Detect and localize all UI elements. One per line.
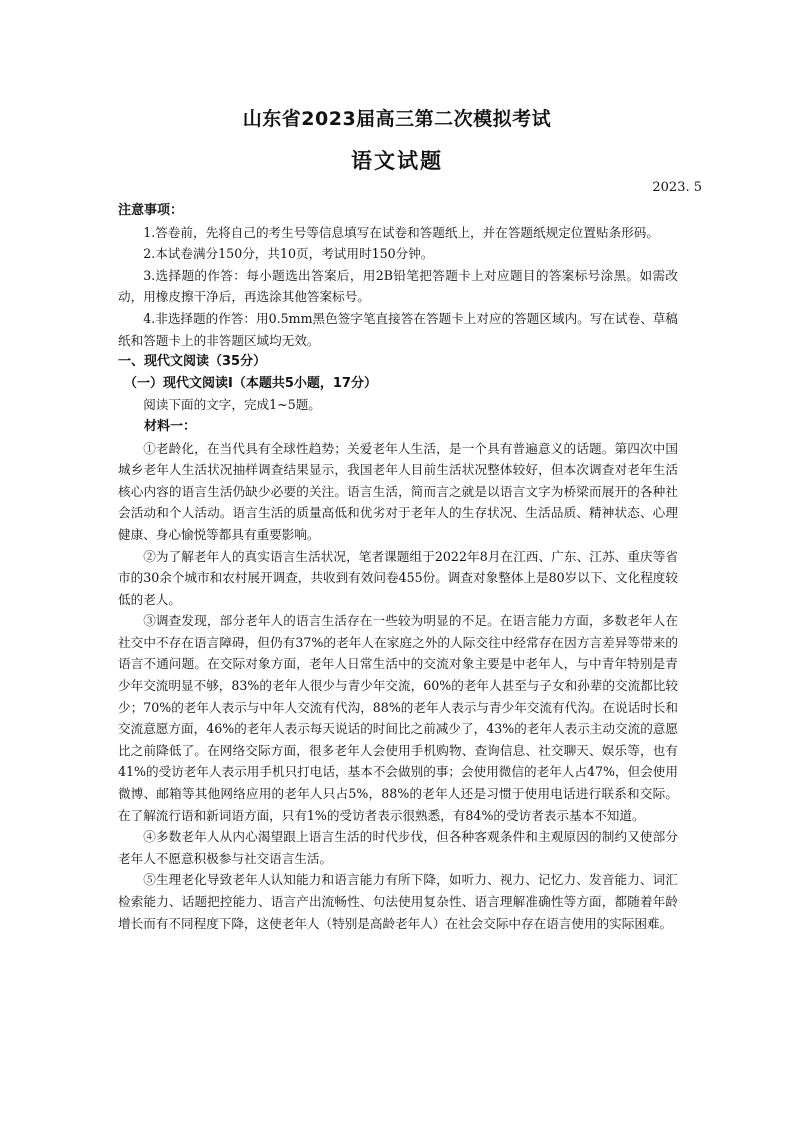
notice-item: 2.本试卷满分150分，共10页，考试用时150分钟。 — [143, 246, 434, 262]
material-paragraph: ③调查发现，部分老年人的语言生活存在一些较为明显的不足。在语言能力方面，多数老年人在社交中不存在语言障碍，但仍有37%的老年人在家庭之外的人际交往中经常存在因方言差异等带来的语言不通问题。在交际对象方面，老年人日常生活中的交流对象主要是中老年人，与中青年特别是青少年交流明显不够，83%的老年人很少与青少年交流，60%的老年人甚至与子女和孙辈的交流都比较少；70%的老年人表示与中年人交流有代沟，88%的老年人表示与青少年交流有代沟。在说话时长和交流意愿方面，46%的老年人表示每天说话的时间比之前减少了，43%的老年人表示主动交流的意愿比之前降低了。在网络交际方面，很多老年人会使用手机购物、查询信息、社交聊天、娱乐等，也有41%的受访老年人表示用手机只打电话，基本不会做别的事；会使用微信的老年人占47%，但会使用微博、邮箱等其他网络应用的老年人只占5%，88%的老年人还是习惯于使用电话进行联系和交际。在了解流行语和新词语方面，只有1%的受访者表示很熟悉，有84%的受访者表示基本不知道。 — [118, 613, 678, 823]
subject-title: 语文试题 — [351, 149, 443, 173]
subsection-heading: （一）现代文阅读Ⅰ（本题共5小题，17分） — [124, 375, 377, 391]
material-paragraph: ①老龄化，在当代具有全球性趋势；关爱老年人生活，是一个具有普遍意义的话题。第四次中国城乡老年人生活状况抽样调查结果显示，我国老年人目前生活状况整体较好，但本次调查对老年生活核心内容的语言生活仍缺少必要的关注。语言生活，简而言之就是以语言文字为桥梁而展开的各种社会活动和个人活动。语言生活的质量高低和优劣对于老年人的生存状况、生活品质、精神状态、心理健康、身心愉悦等都具有重要影响。 — [118, 440, 678, 542]
exam-title: 山东省2023届高三第二次模拟考试 — [242, 108, 552, 130]
material-label: 材料一： — [144, 418, 197, 434]
notice-item: 4.非选择题的作答：用0.5mm黑色签字笔直接答在答题卡上对应的答题区域内。写在试卷、草稿纸和答题卡上的非答题区域均无效。 — [118, 310, 678, 348]
material-paragraph: ④多数老年人从内心渴望跟上语言生活的时代步伐，但各种客观条件和主观原因的制约又使部分老年人不愿意积极参与社交语言生活。 — [118, 829, 678, 866]
material-paragraph: ②为了解老年人的真实语言生活状况，笔者课题组于2022年8月在江西、广东、江苏、重庆等省市的30余个城市和农村展开调查，共收到有效问卷455份。调查对象整体上是80岁以下、文化程度较低的老人。 — [118, 548, 678, 607]
exam-content — [118, 200, 678, 934]
notice-item: 3.选择题的作答：每小题选出答案后，用2B铅笔把答题卡上对应题目的答案标号涂黑。如需改动，用橡皮擦干净后，再选涂其他答案标号。 — [118, 267, 678, 305]
section-heading: 一、现代文阅读（35分） — [118, 354, 267, 370]
reading-instruction: 阅读下面的文字，完成1~5题。 — [143, 397, 321, 413]
exam-date: 2023. 5 — [652, 180, 702, 195]
notice-item: 1.答卷前，先将自己的考生号等信息填写在试卷和答题纸上，并在答题纸规定位置贴条形码。 — [143, 224, 659, 240]
notice-heading: 注意事项： — [118, 203, 184, 218]
material-paragraph: ⑤生理老化导致老年人认知能力和语言能力有所下降，如听力、视力、记忆力、发音能力、词汇检索能力、话题把控能力、语言产出流畅性、句法使用复杂性、语言理解准确性等方面，都随着年龄增长而有不同程度下降，这使老年人（特别是高龄老年人）在社会交际中存在语言使用的实际困难。 — [118, 872, 678, 931]
